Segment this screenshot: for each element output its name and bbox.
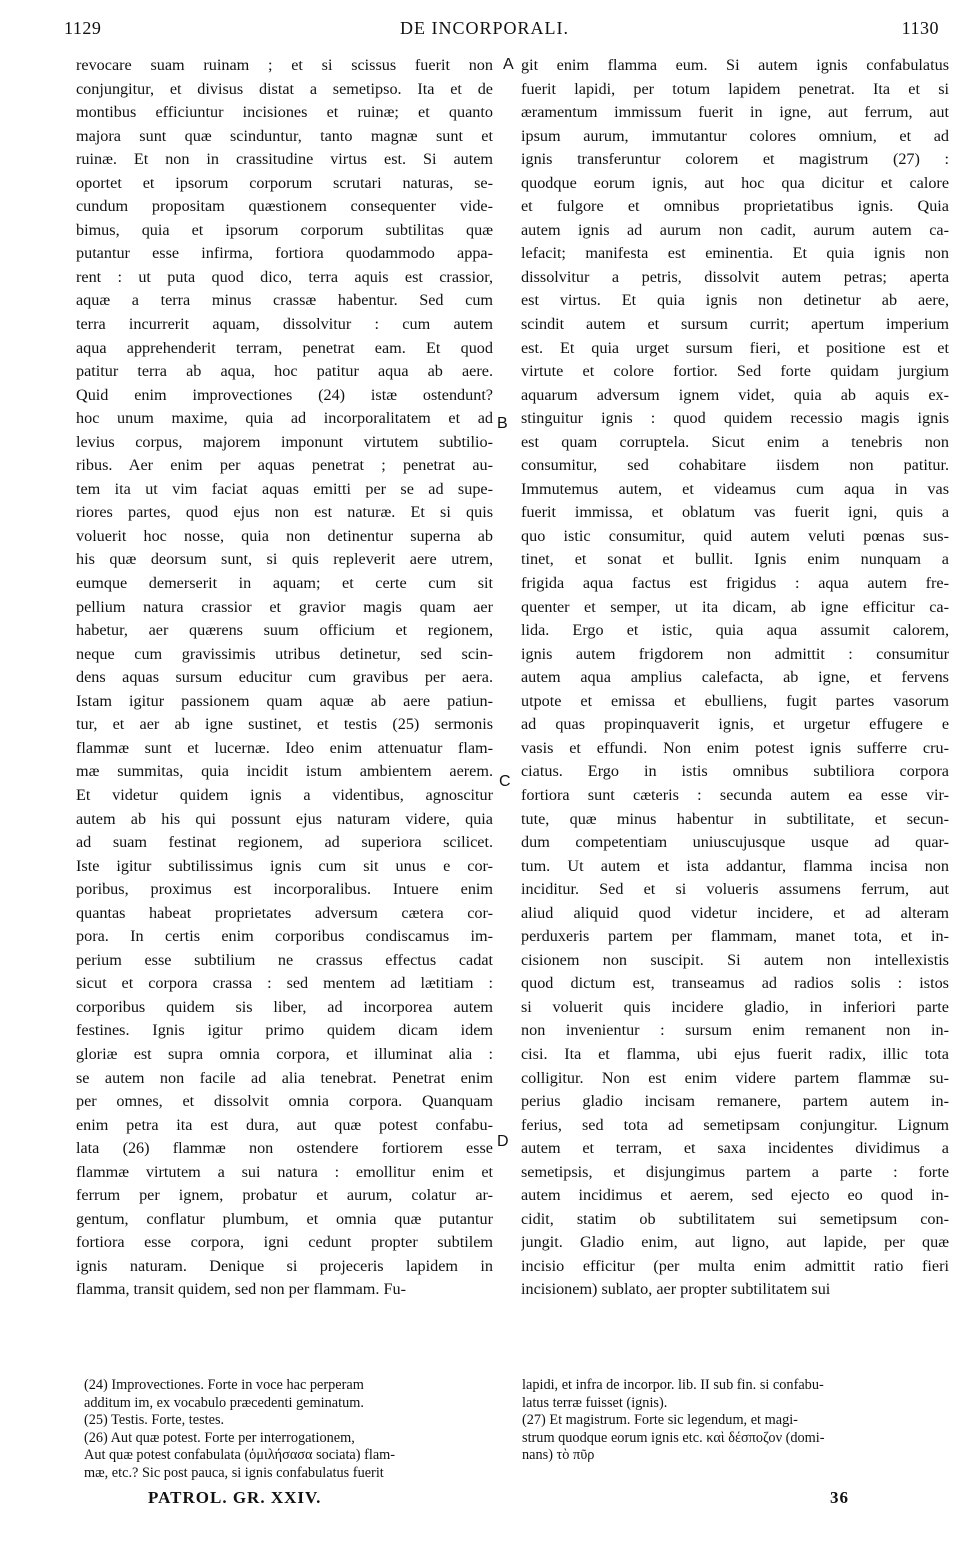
text-line: quod dictum est, transeamus ad radios solis : istos bbox=[521, 974, 949, 993]
text-line: stinguitur ignis : quod quidem recessio magis ignis bbox=[521, 409, 949, 428]
text-line: ferrum per ignem, probatur et aurum, colatur ar- bbox=[76, 1186, 493, 1205]
text-line: bimus, quia et ipsorum corporum subtilitas quæ bbox=[76, 220, 493, 239]
text-line: riores partes, quod ejus non est naturæ. Et si quis bbox=[76, 503, 493, 522]
text-line: dens aquas sursum educitur cum gravibus per aera. bbox=[76, 668, 493, 687]
text-line: revocare suam ruinam ; et si scissus fuerit non bbox=[76, 56, 493, 74]
text-line: est virtus. Et quia ignis non detinetur ab aere, bbox=[521, 291, 949, 310]
text-line: colligitur. Non est enim videre partem flammæ su- bbox=[521, 1068, 949, 1087]
footnote-line: latus terræ fuisset (ignis). bbox=[522, 1394, 668, 1411]
text-line: cisionem non suscipit. Si autem non intellexistis bbox=[521, 950, 949, 969]
text-line: perium esse subtilium ne crassus effectus cadat bbox=[76, 950, 493, 969]
text-line: lefacit; manifesta est eminentia. Et quia ignis non bbox=[521, 244, 949, 263]
text-line: Et videtur quidem ignis a videntibus, agnoscitur bbox=[76, 785, 493, 804]
text-line: et fulgore et omnibus proprietatibus ignis. Quia bbox=[521, 197, 949, 216]
footer-signature: 36 bbox=[830, 1488, 849, 1507]
text-line: ignis transferuntur colorem et magistrum (27) : bbox=[521, 150, 949, 169]
text-line: ciatus. Ergo in istis omnibus subtiliora corpora bbox=[521, 762, 949, 781]
text-line: virtute et colore fortior. Sed forte quidam jurgium bbox=[521, 362, 949, 381]
text-line: hoc unum maxime, quia ad incorporalitatem et ad bbox=[76, 409, 493, 428]
text-line: autem incidimus et aerem, sed ejecto eo quod in- bbox=[521, 1186, 949, 1205]
text-line: habetur, aer quærens suum officium et regionem, bbox=[76, 621, 493, 640]
right-text-column bbox=[521, 54, 949, 1302]
text-line: lata (26) flammæ non ostendere fortiorem esse bbox=[76, 1139, 493, 1158]
text-line: gloriæ est supra omnia corpora, et illuminat alia : bbox=[76, 1044, 493, 1063]
text-line: dissolvitur a petris, dissolvit autem petras; aperta bbox=[521, 267, 949, 286]
text-line: æramentum immissum fuerit in igne, aut ferrum, aut bbox=[521, 103, 949, 122]
text-line: jungit. Gladio enim, aut ligno, aut lapide, per quæ bbox=[521, 1233, 949, 1252]
text-line: fortiora sunt cæteris : secunda autem ea esse vir- bbox=[521, 785, 949, 804]
text-line: Quid enim improvectiones (24) istæ ostendunt? bbox=[76, 385, 493, 404]
text-line: cidit, statim ob subtilitatem sui semetipsum con- bbox=[521, 1209, 949, 1228]
text-line: quantas habeat proprietates adversum cætera cor- bbox=[76, 903, 493, 922]
text-line: non invenientur : sursum enim remanent non in- bbox=[521, 1021, 949, 1040]
text-line: tute, quæ minus habentur in subtilitate, et secun- bbox=[521, 809, 949, 828]
text-line: cundum propositam quæstionem consequenter vide- bbox=[76, 197, 493, 216]
text-line: per omnes, et dissolvit omnia corpora. Quanquam bbox=[76, 1092, 493, 1111]
text-line: Immutemus autem, et videamus cum aqua in vas bbox=[521, 479, 949, 498]
text-line: his quæ deorsum sunt, si quis repleverit aere utrem, bbox=[76, 550, 493, 569]
text-line: tinet, et sonat et bullit. Ignis enim nunquam a bbox=[521, 550, 949, 569]
text-line: conjungitur, et divisus distat a semetipso. Ita et de bbox=[76, 79, 493, 98]
footnote-line: strum quodque eorum ignis etc. καὶ δέσποζον (domi- bbox=[522, 1429, 825, 1446]
text-line: autem ab his qui possunt ejus naturam videre, quia bbox=[76, 809, 493, 828]
text-line: ferius, sed tota ad semetipsam conjungitur. Lignum bbox=[521, 1115, 949, 1134]
text-line: autem et terram, et saxa incidentes dividimus a bbox=[521, 1139, 949, 1158]
text-line: utpote et emissa et ebulliens, fugit partes vasorum bbox=[521, 691, 949, 710]
text-line: montibus efficiuntur incisiones et ruinæ; et quanto bbox=[76, 103, 493, 122]
text-line: majora sunt quæ scinduntur, tanto magnæ sunt et bbox=[76, 126, 493, 145]
footnote-line: lapidi, et infra de incorpor. lib. II sub fin. si confabu- bbox=[522, 1377, 824, 1393]
text-line: autem ignis ad aurum non cadit, aurum autem ca- bbox=[521, 220, 949, 239]
text-line: putantur esse infirma, fortiora quodammodo appa- bbox=[76, 244, 493, 263]
text-line: frigida aqua factus est frigidus : aqua autem fre- bbox=[521, 574, 949, 593]
text-line: incisionem) sublato, aer propter subtilitatem sui bbox=[521, 1280, 831, 1299]
text-line: pora. In certis enim corporibus condiscamus im- bbox=[76, 927, 493, 946]
text-line: Istam igitur passionem quam aquæ ab aere patiun- bbox=[76, 691, 493, 710]
text-line: ipsum aurum, immutantur colores omnium, et ad bbox=[521, 126, 949, 145]
footnote-line: (27) Et magistrum. Forte sic legendum, et magi- bbox=[522, 1412, 798, 1429]
footnote-line: mæ, etc.? Sic post pauca, si ignis confabulatus fuerit bbox=[84, 1464, 384, 1481]
text-line: Iste igitur subtilissimus ignis cum sit unus e cor- bbox=[76, 856, 493, 875]
footnote-line: additum im, ex vocabulo præcedenti geminatum. bbox=[84, 1394, 364, 1411]
text-line: tum. Ut autem et ista addantur, flamma incisa non bbox=[521, 856, 949, 875]
text-line: festines. Ignis igitur primo quidem dicam idem bbox=[76, 1021, 493, 1040]
text-line: flammæ sunt et lucernæ. Ideo enim attenuatur flam- bbox=[76, 738, 493, 757]
right-page-number: 1130 bbox=[901, 18, 939, 38]
margin-letter-d: D bbox=[497, 1133, 509, 1150]
text-line: tem ita ut vim faciat aquas emitti per se ad supe- bbox=[76, 479, 493, 498]
text-line: terra incurrerit aquam, dissolvitur : cum autem bbox=[76, 315, 493, 334]
text-line: pellium natura crassior et gravior magis quam aer bbox=[76, 597, 493, 616]
left-page-number: 1129 bbox=[64, 18, 102, 38]
text-line: quenter et semper, ut ita dicam, ab igne efficitur ca- bbox=[521, 597, 949, 616]
text-line: oportet et ipsorum corporum scrutari naturas, se- bbox=[76, 173, 493, 192]
margin-letter-b: B bbox=[497, 415, 508, 432]
text-line: quo istic consumitur, quid autem veluti pœnas sus- bbox=[521, 526, 949, 545]
text-line: poribus, proximus est incorporalibus. Intuere enim bbox=[76, 880, 493, 899]
text-line: scindit autem et sursum currit; apertum imperium bbox=[521, 315, 949, 334]
text-line: corporibus quidem sis liber, ad incorporea autem bbox=[76, 997, 493, 1016]
text-line: fortiora esse corpora, igni cedunt propter subtilem bbox=[76, 1233, 493, 1252]
text-line: si voluerit quis incidere gladio, in inferiori parte bbox=[521, 997, 949, 1016]
text-line: cisi. Ita et flamma, ubi ejus fuerit radix, illic tota bbox=[521, 1044, 949, 1063]
text-line: perius gladio incisam remanere, partem autem in- bbox=[521, 1092, 949, 1111]
text-line: ruinæ. Et non in crassitudine virtus est. Si autem bbox=[76, 150, 493, 169]
text-line: git enim flamma eum. Si autem ignis confabulatus bbox=[521, 56, 949, 74]
text-line: ignis naturam. Denique si projeceris lapidem in bbox=[76, 1256, 493, 1275]
text-line: voluerit hoc nosse, quia non detinentur superna ab bbox=[76, 526, 493, 545]
text-line: ad quas propinquaverit ignis, et urgetur effugere e bbox=[521, 715, 949, 734]
text-line: autem aqua amplius calefacta, ab igne, et fervens bbox=[521, 668, 949, 687]
text-line: lida. Ergo et istic, quia aqua assumit calorem, bbox=[521, 621, 949, 640]
text-line: levius corpus, majorem imponunt virtutem subtilio- bbox=[76, 432, 493, 451]
left-footnotes bbox=[84, 1377, 496, 1483]
text-line: neque cum gravissimis utribus detinetur, sed scin- bbox=[76, 644, 493, 663]
text-line: semetipsis, et disjungimus partem a parte : forte bbox=[521, 1162, 949, 1181]
running-title: DE INCORPORALI. bbox=[399, 18, 569, 38]
footnote-line: (25) Testis. Forte, testes. bbox=[84, 1412, 225, 1429]
text-line: aqua apprehenderit terram, penetrat eam. Et quod bbox=[76, 338, 493, 357]
text-line: est. Et quia urget sursum fieri, et positione est et bbox=[521, 338, 949, 357]
text-line: mæ summitas, quia incidit istum ambientem aerem. bbox=[76, 762, 493, 781]
text-line: incisio efficitur (per multa enim admittit ratio fieri bbox=[521, 1256, 949, 1275]
text-line: fuerit immissa, et oblatum vas fuerit igni, quis a bbox=[521, 503, 949, 522]
text-line: ad suam festinat regionem, ad superiora scilicet. bbox=[76, 833, 493, 852]
text-line: quodque eorum ignis, aut hoc qua dicitur et calore bbox=[521, 173, 949, 192]
text-line: consumitur, sed cohabitare iisdem non patitur. bbox=[521, 456, 949, 475]
text-line: se autem non facile ad alia tenebrat. Penetrat enim bbox=[76, 1068, 493, 1087]
footer-series: PATROL. GR. XXIV. bbox=[148, 1488, 322, 1507]
text-line: flammæ virtutem a sui natura : emollitur enim et bbox=[76, 1162, 493, 1181]
text-line: flamma, transit quidem, sed non per flammam. Fu- bbox=[76, 1280, 406, 1299]
text-line: rent : ut puta quod dico, terra aquis est crassior, bbox=[76, 267, 493, 286]
footnote-line: nans) τὸ πῦρ bbox=[522, 1447, 595, 1464]
text-line: eumque demerserit in aquam; et certe cum sit bbox=[76, 574, 493, 593]
text-line: fuerit lapidi, per totum lapidem penetrat. Ita et si bbox=[521, 79, 949, 98]
left-text-column bbox=[76, 54, 493, 1302]
text-line: tur, et aer ab igne sustinet, et testis (25) sermonis bbox=[76, 715, 493, 734]
text-line: dum competentiam uniuscujusque usque ad quar- bbox=[521, 833, 949, 852]
text-line: vasis et effundi. Non enim potest ignis sufferre cru- bbox=[521, 738, 949, 757]
footnote-line: (26) Aut quæ potest. Forte per interrogationem, bbox=[84, 1429, 355, 1446]
text-line: inciditur. Sed et si volueris assumens ferrum, aut bbox=[521, 880, 949, 899]
margin-letter-a: A bbox=[503, 56, 514, 73]
text-line: aquarum adversum ignem videt, quia ab aquis ex- bbox=[521, 385, 949, 404]
text-line: aquæ a terra minus crassæ habentur. Sed cum bbox=[76, 291, 493, 310]
text-line: perduxeris partem per flammam, manet tota, et in- bbox=[521, 927, 949, 946]
text-line: ribus. Aer enim per aquas penetrat ; penetrat au- bbox=[76, 456, 493, 475]
text-line: patitur terra ab aqua, hoc patitur aqua ab aere. bbox=[76, 362, 493, 381]
text-line: enim petra ita est dura, aut quæ potest confabu- bbox=[76, 1115, 493, 1134]
text-line: est quam corruptela. Sicut enim a tenebris non bbox=[521, 432, 949, 451]
footnote-line: (24) Improvectiones. Forte in voce hac perperam bbox=[84, 1377, 364, 1393]
footnote-line: Aut quæ potest confabulata (ὁμιλήσασα sociata) flam- bbox=[84, 1447, 396, 1464]
margin-letter-c: C bbox=[499, 773, 511, 790]
text-line: gentum, conflatur plumbum, et omnia quæ putantur bbox=[76, 1209, 493, 1228]
text-line: ignis autem frigdorem non admittit : consumitur bbox=[521, 644, 949, 663]
right-footnotes bbox=[522, 1377, 949, 1465]
text-line: aliud aliquid quod videtur incidere, et ad alteram bbox=[521, 903, 949, 922]
text-line: sicut et corpora crassa : sed mentem ad lætitiam : bbox=[76, 974, 493, 993]
